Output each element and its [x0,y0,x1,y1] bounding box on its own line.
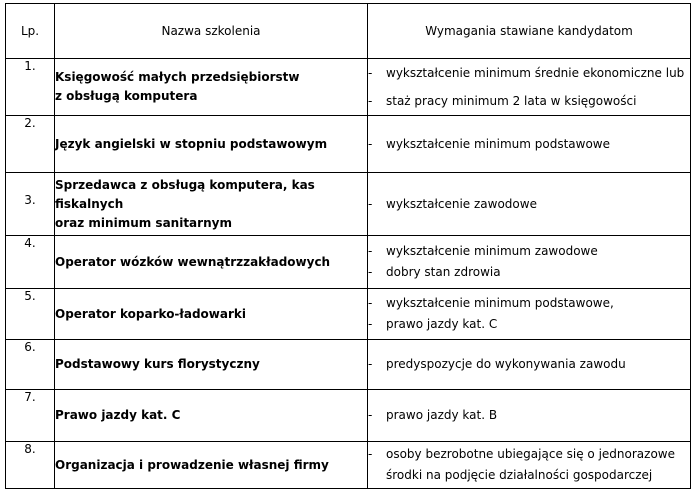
table-row [6,236,691,289]
training-name-line: Podstawowy kurs florystyczny [55,357,260,371]
training-table [5,3,691,489]
table-row [6,59,691,116]
requirement-item: - staż pracy minimum 2 lata w księgowości [368,93,637,108]
table-row [6,116,691,173]
training-name-line: Język angielski w stopniu podstawowym [55,136,328,151]
training-name [55,236,368,289]
training-name-line: Organizacja i prowadzenie własnej firmy [55,457,329,472]
requirements [368,236,691,289]
requirements [368,390,691,442]
requirements [368,340,691,390]
row-number: 3. [6,173,55,236]
requirements [368,442,691,489]
table-row [6,390,691,442]
training-name-line: Sprzedawca z obsługą komputera, kas fiskalnych [55,177,315,211]
requirements [368,173,691,236]
training-name [55,442,368,489]
row-number: 7. [6,390,55,442]
training-name [55,289,368,340]
requirement-item: - dobry stan zdrowia [368,265,501,279]
table-row [6,340,691,390]
requirement-item: - predyspozycje do wykonywania zawodu [368,357,626,371]
row-number: 2. [6,116,55,173]
requirement-item: - wykształcenie zawodowe [368,196,537,211]
table-row [6,173,691,236]
header-row [6,4,691,59]
row-number: 6. [6,340,55,390]
table-row [6,289,691,340]
requirement-item: - prawo jazdy kat. C [368,317,498,331]
header-lp: Lp. [6,4,55,59]
requirements [368,116,691,173]
training-name [55,59,368,116]
requirement-item: - wykształcenie minimum zawodowe [368,244,598,258]
training-name-line: z obsługą komputera [55,89,198,103]
training-name-line: Prawo jazdy kat. C [55,408,181,422]
training-name-line: Księgowość małych przedsiębiorstw [55,70,300,84]
training-name-line: oraz minimum sanitarnym [55,215,232,230]
requirement-item: - osoby bezrobotne ubiegające się o jednorazowe [368,447,675,461]
header-name: Nazwa szkolenia [55,4,368,59]
requirement-item: - wykształcenie minimum podstawowe [368,136,611,151]
row-number: 1. [6,59,55,116]
row-number: 4. [6,236,55,289]
training-name-line: Operator koparko-ładowarki [55,306,246,321]
row-number: 8. [6,442,55,489]
row-number: 5. [6,289,55,340]
table-row [6,442,691,489]
header-requirements: Wymagania stawiane kandydatom [368,4,691,59]
training-name [55,340,368,390]
training-name [55,173,368,236]
requirements [368,289,691,340]
requirement-item: - wykształcenie minimum średnie ekonomiczne lub [368,65,685,80]
requirement-item: - prawo jazdy kat. B [368,408,498,422]
training-name [55,390,368,442]
training-name-line: Operator wózków wewnątrzzakładowych [55,254,331,269]
requirement-continuation: środki na podjęcie działalności gospodarczej [386,468,653,482]
requirement-item: - wykształcenie minimum podstawowe, [368,296,614,310]
requirements [368,59,691,116]
training-name [55,116,368,173]
